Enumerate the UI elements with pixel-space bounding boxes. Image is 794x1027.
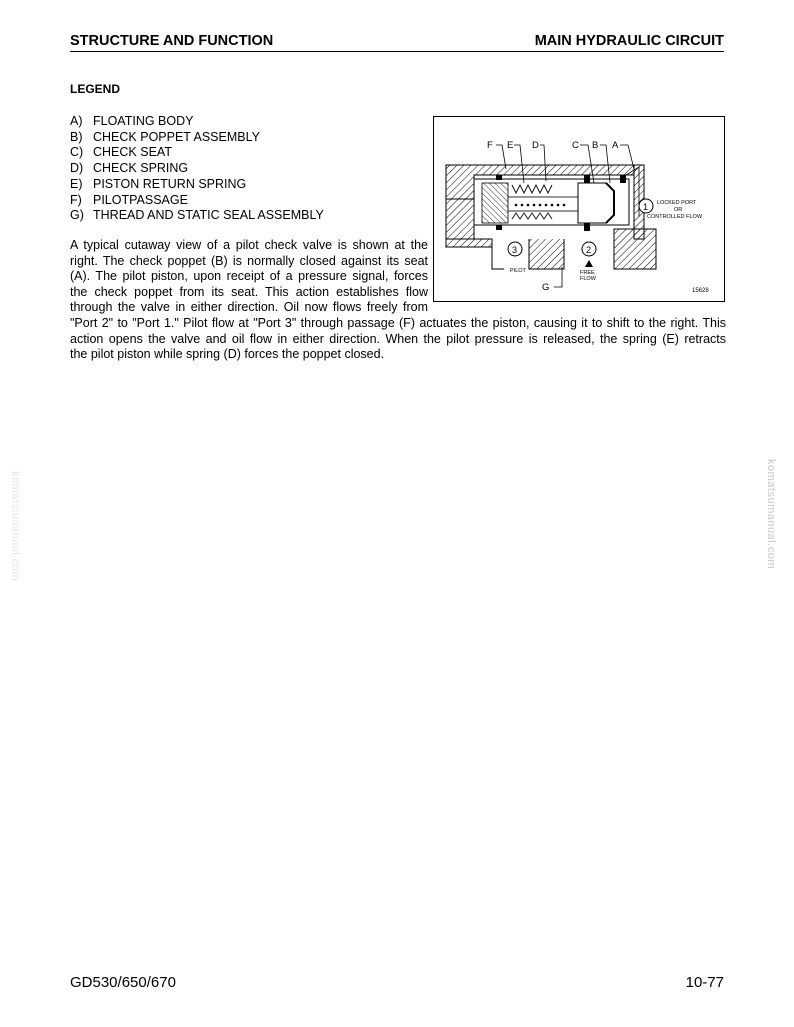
legend-label: THREAD AND STATIC SEAL ASSEMBLY: [93, 208, 324, 223]
seal-4: [496, 175, 502, 180]
paragraph-line: the pilot piston while spring (D) forces the poppet closed.: [70, 347, 385, 362]
paragraph-line: action opens the valve and oil flow in either direction. When the pilot pressure is released, the spring (E) retracts: [70, 331, 726, 346]
callout-g: G: [542, 282, 550, 293]
legend-heading: LEGEND: [70, 82, 121, 96]
seal-5: [496, 225, 502, 230]
legend-list: [70, 114, 324, 224]
page-header: [70, 31, 724, 52]
port-1-label: OR: [674, 207, 683, 213]
callout-f: F: [487, 140, 493, 151]
valve-cutaway-diagram: [434, 117, 726, 303]
paragraph-line: A typical cutaway view of a pilot check valve is shown at the: [70, 238, 428, 252]
figure-id: 15628: [692, 288, 709, 294]
continuation-paragraph: [70, 316, 726, 363]
paragraph-line: (A). The pilot piston, upon receipt of a pressure signal, forces: [70, 269, 428, 284]
paragraph-line: "Port 2" to "Port 1." Pilot flow at "Port 3" through passage (F) actuates the piston, causing it to shift to the right. This: [70, 316, 726, 330]
paragraph-line: the check poppet from its seat. This action establishes flow: [70, 284, 428, 299]
legend-label: PISTON RETURN SPRING: [93, 176, 247, 191]
pilot-piston: [482, 183, 508, 223]
legend-key: D): [70, 161, 84, 176]
legend-key: E): [70, 176, 83, 191]
callout-e: E: [507, 140, 514, 151]
port-1-label: LOCKED PORT: [657, 200, 697, 206]
housing-bottom-left: [446, 239, 492, 247]
housing-bottom-mid: [529, 239, 564, 269]
housing-bottom-right: [614, 229, 656, 269]
seal-3: [620, 175, 626, 183]
flow-arrow: [585, 260, 593, 267]
legend-item: [70, 130, 324, 146]
port-2-number: 2: [586, 245, 592, 255]
callout-b: B: [592, 140, 599, 151]
watermark-left: komatsumanual.com: [9, 471, 21, 581]
legend-label: CHECK POPPET ASSEMBLY: [93, 129, 260, 144]
legend-item: [70, 193, 324, 209]
chapter-title: MAIN HYDRAULIC CIRCUIT: [534, 33, 724, 49]
legend-item: [70, 114, 324, 130]
watermark-right: komatsumanual.com: [765, 459, 777, 569]
piston-stem: [508, 197, 578, 211]
intro-paragraph: [70, 238, 428, 316]
callout-a: A: [612, 140, 619, 151]
port-2-label: FLOW: [580, 276, 596, 282]
page-number: 10-77: [685, 974, 724, 991]
legend-label: FLOATING BODY: [93, 114, 194, 128]
legend-label: PILOTPASSAGE: [93, 192, 188, 207]
legend-key: G): [70, 208, 84, 223]
legend-key: A): [70, 114, 83, 128]
seal-2: [584, 223, 590, 231]
legend-label: CHECK SEAT: [93, 145, 172, 160]
port-3-label: PILOT: [510, 268, 526, 274]
legend-item: [70, 161, 324, 177]
legend-item: [70, 177, 324, 193]
check-poppet: [578, 183, 614, 223]
pilot-check-valve-figure: [433, 116, 725, 302]
legend-key: B): [70, 129, 83, 144]
model-number: GD530/650/670: [70, 974, 176, 991]
legend-key: C): [70, 145, 84, 160]
section-title: STRUCTURE AND FUNCTION: [70, 33, 274, 49]
callout-d: D: [532, 140, 539, 151]
paragraph-line: right. The check poppet (B) is normally closed against its seat: [70, 253, 428, 268]
paragraph-line: through the valve in either direction. Oil now flows freely from: [70, 300, 428, 315]
port-1-label: CONTROLLED FLOW: [647, 214, 703, 220]
spring-coil-dots: [515, 204, 566, 207]
legend-key: F): [70, 192, 82, 207]
port-3-number: 3: [512, 245, 518, 255]
housing-left: [446, 199, 474, 239]
seal-1: [584, 175, 590, 183]
callout-c: C: [572, 140, 579, 151]
legend-item: [70, 208, 324, 224]
legend-item: [70, 145, 324, 161]
legend-label: CHECK SPRING: [93, 161, 189, 176]
port-1-number: 1: [643, 202, 649, 212]
port-2-label: FREE: [580, 270, 595, 276]
